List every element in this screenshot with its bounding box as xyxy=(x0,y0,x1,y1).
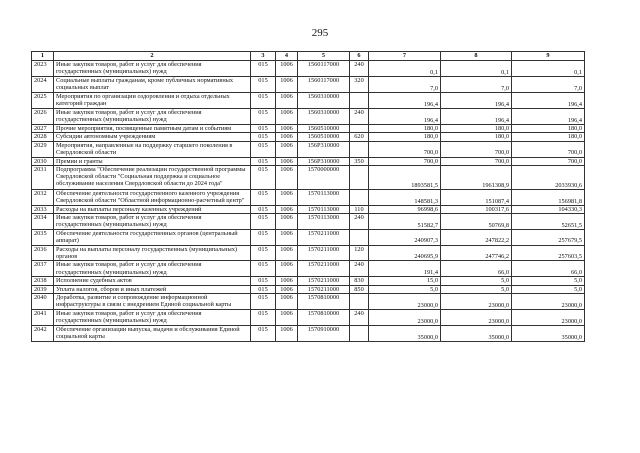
code-expense-type: 240 xyxy=(350,214,369,230)
amount-col-7: 191,4 xyxy=(369,261,441,277)
amount-col-9: 5,0 xyxy=(512,277,585,285)
code-admin: 015 xyxy=(251,245,276,261)
row-description: Субсидии автономным учреждениям xyxy=(54,133,251,141)
row-number: 2040 xyxy=(32,293,54,309)
amount-col-9: 700,0 xyxy=(512,157,585,165)
code-expense-type: 240 xyxy=(350,109,369,125)
code-section: 1006 xyxy=(276,277,298,285)
code-admin: 015 xyxy=(251,189,276,205)
row-description: Расходы на выплаты персоналу государственных (муниципальных) органов xyxy=(54,245,251,261)
code-admin: 015 xyxy=(251,125,276,133)
code-section: 1006 xyxy=(276,230,298,246)
row-number: 2023 xyxy=(32,61,54,77)
amount-col-8: 35000,0 xyxy=(441,325,512,341)
row-description: Подпрограмма "Обеспечение реализации государственной программы Свердловской области "Социальная поддержка и социальное обслуживание населения Свердловской области до 2024 года" xyxy=(54,165,251,189)
row-number: 2038 xyxy=(32,277,54,285)
code-admin: 015 xyxy=(251,77,276,93)
code-expense-type xyxy=(350,293,369,309)
code-target: 1570810000 xyxy=(298,309,350,325)
row-number: 2025 xyxy=(32,93,54,109)
row-number: 2042 xyxy=(32,325,54,341)
code-expense-type: 110 xyxy=(350,205,369,213)
row-description: Премии и гранты xyxy=(54,157,251,165)
code-expense-type: 620 xyxy=(350,133,369,141)
amount-col-7: 148581,3 xyxy=(369,189,441,205)
code-section: 1006 xyxy=(276,61,298,77)
row-description: Иные закупки товаров, работ и услуг для обеспечения государственных (муниципальных) нужд xyxy=(54,309,251,325)
code-admin: 015 xyxy=(251,61,276,77)
amount-col-9: 257603,5 xyxy=(512,245,585,261)
row-number: 2026 xyxy=(32,109,54,125)
table-row xyxy=(32,125,585,133)
table-row xyxy=(32,141,585,157)
code-expense-type: 120 xyxy=(350,245,369,261)
code-expense-type xyxy=(350,189,369,205)
code-section: 1006 xyxy=(276,293,298,309)
amount-col-8: 196,4 xyxy=(441,93,512,109)
row-number: 2034 xyxy=(32,214,54,230)
code-admin: 015 xyxy=(251,93,276,109)
table-row xyxy=(32,214,585,230)
row-description: Мероприятия, направленные на поддержку старшего поколения в Свердловской области xyxy=(54,141,251,157)
amount-col-7: 700,0 xyxy=(369,141,441,157)
amount-col-9: 23000,0 xyxy=(512,309,585,325)
code-section: 1006 xyxy=(276,77,298,93)
amount-col-9: 66,0 xyxy=(512,261,585,277)
amount-col-9: 2033930,6 xyxy=(512,165,585,189)
row-description: Иные закупки товаров, работ и услуг для обеспечения государственных (муниципальных) нужд xyxy=(54,109,251,125)
code-target: 1560310000 xyxy=(298,109,350,125)
row-number: 2030 xyxy=(32,157,54,165)
header-cell: 1 xyxy=(32,52,54,61)
amount-col-9: 180,0 xyxy=(512,133,585,141)
table-row xyxy=(32,230,585,246)
amount-col-8: 700,0 xyxy=(441,141,512,157)
row-number: 2028 xyxy=(32,133,54,141)
amount-col-7: 23000,0 xyxy=(369,293,441,309)
code-expense-type: 240 xyxy=(350,261,369,277)
amount-col-8: 247746,2 xyxy=(441,245,512,261)
code-target: 1560117000 xyxy=(298,77,350,93)
code-target: 1570211000 xyxy=(298,285,350,293)
code-admin: 015 xyxy=(251,165,276,189)
code-section: 1006 xyxy=(276,325,298,341)
amount-col-9: 52651,5 xyxy=(512,214,585,230)
amount-col-9: 196,4 xyxy=(512,109,585,125)
amount-col-7: 23000,0 xyxy=(369,309,441,325)
code-target: 1560510000 xyxy=(298,125,350,133)
table-row xyxy=(32,109,585,125)
amount-col-8: 700,0 xyxy=(441,157,512,165)
header-cell: 7 xyxy=(369,52,441,61)
code-target: 1560117000 xyxy=(298,61,350,77)
amount-col-7: 700,0 xyxy=(369,157,441,165)
table-row xyxy=(32,133,585,141)
row-description: Иные закупки товаров, работ и услуг для обеспечения государственных (муниципальных) нужд xyxy=(54,261,251,277)
header-cell: 5 xyxy=(298,52,350,61)
amount-col-9: 700,0 xyxy=(512,141,585,157)
amount-col-8: 247822,2 xyxy=(441,230,512,246)
code-section: 1006 xyxy=(276,309,298,325)
row-number: 2039 xyxy=(32,285,54,293)
row-description: Уплата налогов, сборов и иных платежей xyxy=(54,285,251,293)
code-target: 1570211000 xyxy=(298,245,350,261)
header-cell: 6 xyxy=(350,52,369,61)
amount-col-8: 50769,8 xyxy=(441,214,512,230)
amount-col-7: 196,4 xyxy=(369,109,441,125)
code-expense-type xyxy=(350,230,369,246)
code-expense-type: 850 xyxy=(350,285,369,293)
row-description: Обеспечение деятельности государственных органов (центральный аппарат) xyxy=(54,230,251,246)
code-target: 1570211000 xyxy=(298,277,350,285)
amount-col-8: 5,0 xyxy=(441,285,512,293)
table-row xyxy=(32,189,585,205)
amount-col-9: 104330,3 xyxy=(512,205,585,213)
code-section: 1006 xyxy=(276,141,298,157)
code-target: 1570810000 xyxy=(298,293,350,309)
code-target: 156Р310000 xyxy=(298,141,350,157)
amount-col-7: 0,1 xyxy=(369,61,441,77)
code-expense-type: 320 xyxy=(350,77,369,93)
header-cell: 3 xyxy=(251,52,276,61)
row-description: Мероприятия по организации оздоровления и отдыха отдельных категорий граждан xyxy=(54,93,251,109)
row-number: 2027 xyxy=(32,125,54,133)
code-section: 1006 xyxy=(276,214,298,230)
code-target: 1570113000 xyxy=(298,205,350,213)
amount-col-7: 5,0 xyxy=(369,285,441,293)
code-expense-type: 830 xyxy=(350,277,369,285)
code-target: 1570211000 xyxy=(298,261,350,277)
row-number: 2033 xyxy=(32,205,54,213)
amount-col-8: 180,0 xyxy=(441,125,512,133)
amount-col-7: 240695,9 xyxy=(369,245,441,261)
code-target: 1560510000 xyxy=(298,133,350,141)
code-expense-type xyxy=(350,165,369,189)
code-admin: 015 xyxy=(251,261,276,277)
code-expense-type: 350 xyxy=(350,157,369,165)
row-description: Обеспечение деятельности государственного казенного учреждения Свердловской области "Областной информационно-расчетный центр" xyxy=(54,189,251,205)
header-cell: 9 xyxy=(512,52,585,61)
code-admin: 015 xyxy=(251,230,276,246)
table-row xyxy=(32,157,585,165)
code-target: 1570113000 xyxy=(298,214,350,230)
code-target: 156Р310000 xyxy=(298,157,350,165)
amount-col-7: 180,0 xyxy=(369,125,441,133)
code-section: 1006 xyxy=(276,109,298,125)
amount-col-7: 196,4 xyxy=(369,93,441,109)
row-number: 2035 xyxy=(32,230,54,246)
amount-col-9: 180,0 xyxy=(512,125,585,133)
amount-col-8: 1961308,9 xyxy=(441,165,512,189)
code-expense-type xyxy=(350,125,369,133)
amount-col-8: 196,4 xyxy=(441,109,512,125)
amount-col-8: 66,0 xyxy=(441,261,512,277)
amount-col-8: 23000,0 xyxy=(441,309,512,325)
amount-col-8: 0,1 xyxy=(441,61,512,77)
table-row xyxy=(32,165,585,189)
amount-col-7: 96998,6 xyxy=(369,205,441,213)
table-row xyxy=(32,261,585,277)
amount-col-7: 1893581,5 xyxy=(369,165,441,189)
table-row xyxy=(32,309,585,325)
row-description: Доработка, развитие и сопровождение информационной инфраструктуры в связи с внедрением Единой социальной карты xyxy=(54,293,251,309)
header-cell: 2 xyxy=(54,52,251,61)
code-admin: 015 xyxy=(251,205,276,213)
code-target: 1570000000 xyxy=(298,165,350,189)
row-number: 2024 xyxy=(32,77,54,93)
amount-col-9: 35000,0 xyxy=(512,325,585,341)
code-section: 1006 xyxy=(276,189,298,205)
row-description: Обеспечение организации выпуска, выдачи и обслуживания Единой социальной карты xyxy=(54,325,251,341)
header-cell: 8 xyxy=(441,52,512,61)
amount-col-7: 15,0 xyxy=(369,277,441,285)
amount-col-9: 196,4 xyxy=(512,93,585,109)
header-cell: 4 xyxy=(276,52,298,61)
row-description: Социальные выплаты гражданам, кроме публичных нормативных социальных выплат xyxy=(54,77,251,93)
code-expense-type: 240 xyxy=(350,61,369,77)
code-admin: 015 xyxy=(251,293,276,309)
code-expense-type: 240 xyxy=(350,309,369,325)
table-row xyxy=(32,93,585,109)
amount-col-8: 100317,6 xyxy=(441,205,512,213)
header-row xyxy=(32,52,585,61)
code-admin: 015 xyxy=(251,325,276,341)
code-target: 1570113000 xyxy=(298,189,350,205)
row-number: 2036 xyxy=(32,245,54,261)
row-description: Иные закупки товаров, работ и услуг для обеспечения государственных (муниципальных) нужд xyxy=(54,61,251,77)
table-row xyxy=(32,205,585,213)
amount-col-7: 7,0 xyxy=(369,77,441,93)
row-description: Исполнение судебных актов xyxy=(54,277,251,285)
code-target: 1570910000 xyxy=(298,325,350,341)
row-description: Иные закупки товаров, работ и услуг для обеспечения государственных (муниципальных) нужд xyxy=(54,214,251,230)
amount-col-7: 35000,0 xyxy=(369,325,441,341)
amount-col-9: 0,1 xyxy=(512,61,585,77)
budget-table xyxy=(31,51,585,342)
amount-col-7: 180,0 xyxy=(369,133,441,141)
code-section: 1006 xyxy=(276,157,298,165)
code-section: 1006 xyxy=(276,133,298,141)
code-target: 1560310000 xyxy=(298,93,350,109)
code-admin: 015 xyxy=(251,309,276,325)
amount-col-8: 151087,4 xyxy=(441,189,512,205)
row-description: Прочие мероприятия, посвященные памятным датам и событиям xyxy=(54,125,251,133)
code-section: 1006 xyxy=(276,165,298,189)
code-admin: 015 xyxy=(251,133,276,141)
row-number: 2041 xyxy=(32,309,54,325)
code-section: 1006 xyxy=(276,285,298,293)
row-number: 2032 xyxy=(32,189,54,205)
code-section: 1006 xyxy=(276,205,298,213)
code-admin: 015 xyxy=(251,109,276,125)
table-row xyxy=(32,293,585,309)
amount-col-7: 240907,3 xyxy=(369,230,441,246)
code-section: 1006 xyxy=(276,93,298,109)
amount-col-9: 156981,8 xyxy=(512,189,585,205)
code-admin: 015 xyxy=(251,277,276,285)
amount-col-9: 7,0 xyxy=(512,77,585,93)
row-number: 2031 xyxy=(32,165,54,189)
table-row xyxy=(32,285,585,293)
code-section: 1006 xyxy=(276,261,298,277)
code-admin: 015 xyxy=(251,141,276,157)
amount-col-9: 5,0 xyxy=(512,285,585,293)
amount-col-8: 5,0 xyxy=(441,277,512,285)
amount-col-8: 23000,0 xyxy=(441,293,512,309)
row-description: Расходы на выплаты персоналу казенных учреждений xyxy=(54,205,251,213)
table-row xyxy=(32,325,585,341)
amount-col-7: 51582,7 xyxy=(369,214,441,230)
row-number: 2029 xyxy=(32,141,54,157)
page-number: 295 xyxy=(311,27,329,39)
table-row xyxy=(32,61,585,77)
table-row xyxy=(32,277,585,285)
code-admin: 015 xyxy=(251,157,276,165)
code-target: 1570211000 xyxy=(298,230,350,246)
table-row xyxy=(32,245,585,261)
code-admin: 015 xyxy=(251,285,276,293)
code-expense-type xyxy=(350,141,369,157)
amount-col-8: 180,0 xyxy=(441,133,512,141)
amount-col-9: 257679,5 xyxy=(512,230,585,246)
amount-col-9: 23000,0 xyxy=(512,293,585,309)
code-section: 1006 xyxy=(276,245,298,261)
code-expense-type xyxy=(350,93,369,109)
row-number: 2037 xyxy=(32,261,54,277)
code-expense-type xyxy=(350,325,369,341)
amount-col-8: 7,0 xyxy=(441,77,512,93)
code-admin: 015 xyxy=(251,214,276,230)
code-section: 1006 xyxy=(276,125,298,133)
table-row xyxy=(32,77,585,93)
